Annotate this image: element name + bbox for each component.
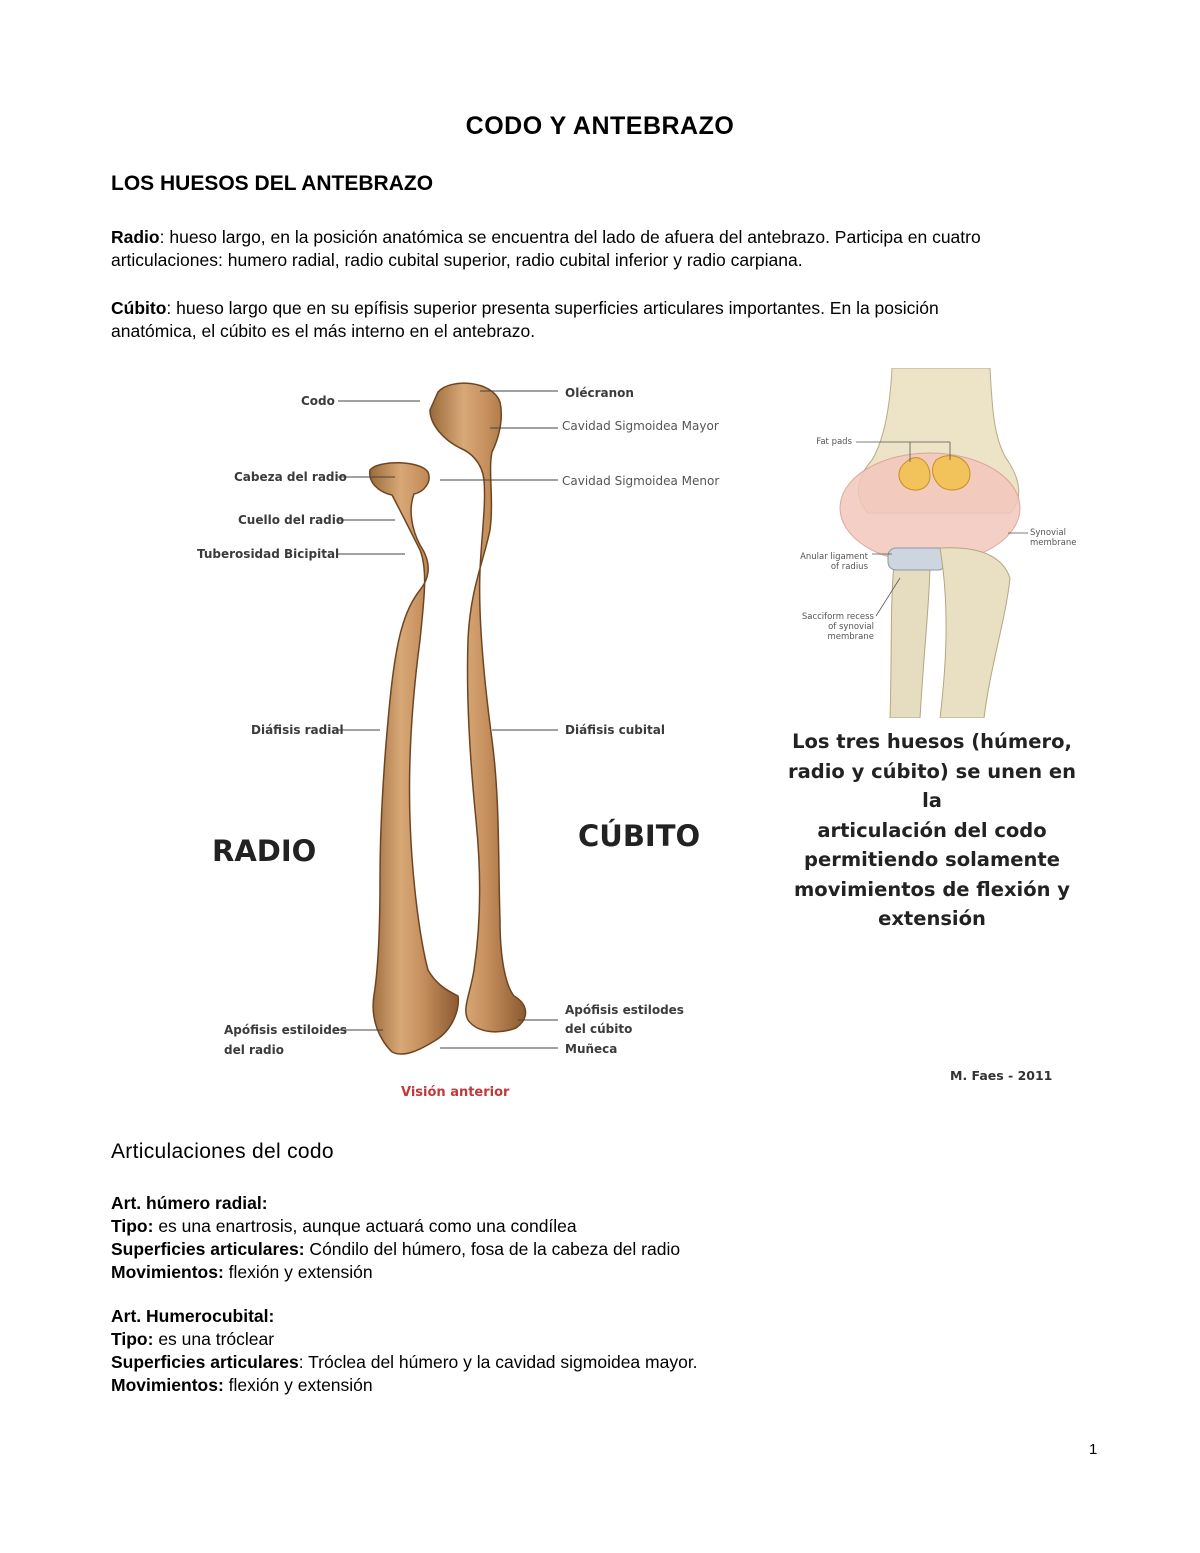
label-apofisis-radio-2: del radio <box>224 1043 284 1057</box>
label-muneca: Muñeca <box>565 1042 618 1056</box>
caption-line: extensión <box>878 907 986 930</box>
label-synovial-membrane <box>1030 528 1077 548</box>
section-heading-huesos: LOS HUESOS DEL ANTEBRAZO <box>111 172 434 195</box>
art2-mov-label: Movimientos: <box>111 1375 224 1395</box>
label-apofisis-radio-1: Apófisis estiloides <box>224 1023 348 1037</box>
section-heading-articulaciones: Articulaciones del codo <box>111 1140 334 1163</box>
cubito-text-2: anatómica, el cúbito es el más interno en el antebrazo. <box>111 321 536 341</box>
radius-bone <box>370 463 459 1054</box>
caption-line: articulación del codo <box>817 818 1047 842</box>
label-cabeza-radio: Cabeza del radio <box>234 470 347 484</box>
label-sigmoidea-mayor: Cavidad Sigmoidea Mayor <box>562 419 719 433</box>
label-synovial-1: Synovial <box>1030 528 1066 538</box>
term-cubito: Cúbito <box>111 298 167 318</box>
label-apofisis-cubito-1: Apófisis estilodes <box>565 1003 684 1017</box>
label-anular-2: of radius <box>830 562 868 572</box>
radio-text-1: : hueso largo, en la posición anatómica se encuentra del lado de afuera del antebrazo. Participa en cuatro <box>159 227 981 247</box>
art1-movimientos <box>111 1261 373 1284</box>
art2-sup-label: Superficies articulares <box>111 1352 299 1372</box>
art2-superficies <box>111 1351 698 1374</box>
caption-line: radio y cúbito) se unen en la <box>788 759 1076 812</box>
art1-tipo-text: es una enartrosis, aunque actuará como una condílea <box>153 1216 577 1236</box>
art2-tipo-label: Tipo: <box>111 1329 154 1349</box>
label-anular-1: Anular ligament <box>800 552 868 562</box>
label-sacciform-1: Sacciform recess <box>801 612 874 622</box>
art1-sup-text: Cóndilo del húmero, fosa de la cabeza del radio <box>304 1239 681 1259</box>
label-apofisis-cubito-2: del cúbito <box>565 1022 633 1036</box>
page-number: 1 <box>1089 1441 1098 1458</box>
label-fat-pads: Fat pads <box>816 437 852 447</box>
document-title: CODO Y ANTEBRAZO <box>465 112 735 140</box>
label-sacciform-2: of synovial <box>828 622 874 632</box>
caption-line: movimientos de flexión y <box>793 877 1071 901</box>
caption-line: permitiendo solamente <box>804 848 1060 871</box>
art2-sup-text: : Tróclea del húmero y la cavidad sigmoidea mayor. <box>298 1352 698 1372</box>
art2-tipo <box>111 1328 274 1351</box>
art1-mov-label: Movimientos: <box>111 1262 224 1282</box>
art1-mov-text: flexión y extensión <box>223 1262 373 1282</box>
art1-tipo <box>111 1215 577 1238</box>
caption-line: Los tres huesos (húmero, <box>792 730 1072 753</box>
label-cubito-big: CÚBITO <box>578 819 701 853</box>
label-diafisis-radial: Diáfisis radial <box>251 723 344 737</box>
art1-tipo-label: Tipo: <box>111 1216 154 1236</box>
label-sacciform-recess <box>780 612 874 642</box>
art1-superficies <box>111 1238 680 1261</box>
label-diafisis-cubital: Diáfisis cubital <box>565 723 665 737</box>
art1-title: Art. húmero radial: <box>111 1193 268 1213</box>
label-tuberosidad: Tuberosidad Bicipital <box>197 547 340 561</box>
art2-movimientos <box>111 1374 373 1397</box>
figure-credit: M. Faes - 2011 <box>950 1068 1053 1083</box>
figure-caption <box>782 727 1082 934</box>
label-sacciform-3: membrane <box>827 632 874 642</box>
label-synovial-2: membrane <box>1030 538 1077 548</box>
label-vision-anterior: Visión anterior <box>401 1085 510 1100</box>
label-codo: Codo <box>301 394 335 408</box>
label-anular-ligament <box>780 552 868 572</box>
cubito-text-1: : hueso largo que en su epífisis superior presenta superficies articulares importantes. En la posición <box>166 298 939 318</box>
term-radio: Radio <box>111 227 160 247</box>
art2-tipo-text: es una tróclear <box>153 1329 275 1349</box>
label-olecranon: Olécranon <box>565 386 634 400</box>
label-radio-big: RADIO <box>212 834 317 868</box>
radio-text-2: articulaciones: humero radial, radio cubital superior, radio cubital inferior y radio carpiana. <box>111 250 803 270</box>
art2-title: Art. Humerocubital: <box>111 1306 275 1326</box>
art2-mov-text: flexión y extensión <box>223 1375 373 1395</box>
label-cuello-radio: Cuello del radio <box>238 513 345 527</box>
label-sigmoidea-menor: Cavidad Sigmoidea Menor <box>562 474 720 488</box>
art1-sup-label: Superficies articulares: <box>111 1239 305 1259</box>
